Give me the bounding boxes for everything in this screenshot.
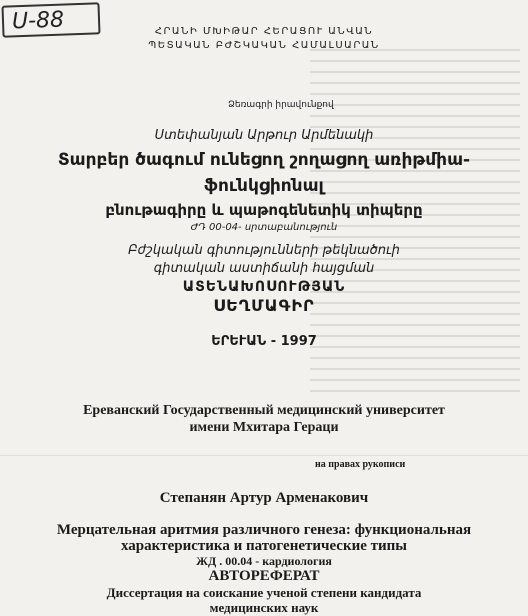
ru-specialty: ЖД . 00.04 - кардиология bbox=[196, 554, 332, 568]
ru-university-line1: Ереванский Государственный медицинский университет bbox=[83, 403, 445, 418]
arm-degree-line2: գիտական աստիճանի հայցման bbox=[153, 261, 375, 276]
ru-author: Степанян Артур Арменакович bbox=[159, 490, 369, 506]
archive-stamp: U-88 bbox=[1, 2, 100, 37]
ru-manuscript-note: на правах рукописи bbox=[315, 459, 406, 470]
arm-title-line1: Տարբեր ծագում ունեցող շողացող առիթմիա- bbox=[57, 150, 471, 170]
ru-title-line2: характеристика и патогенетические типы bbox=[120, 538, 408, 554]
arm-specialty: ԺԴ 00-04- սրտաբանություն bbox=[190, 222, 338, 233]
arm-title-line3: բնութագիրը և պաթոգենետիկ տիպերը bbox=[105, 201, 423, 219]
ru-degree-line1: Диссертация на соискание ученой степени кандидата bbox=[106, 585, 422, 600]
arm-degree-line1: Բժշկական գիտությունների թեկնածուի bbox=[128, 243, 400, 258]
arm-abstract: ՍԵՂՄԱԳԻՐ bbox=[213, 296, 315, 315]
arm-ministry: ՀՐԱՆԻ ՄԽԻԹԱՐ ՀԵՐԱՑՈՒ ԱՆՎԱՆ bbox=[154, 26, 374, 37]
ru-university-line2: имени Мхитара Гераци bbox=[189, 420, 339, 435]
ru-degree-line2: медицинских наук bbox=[209, 600, 319, 615]
arm-author: Ստեփանյան Արթուր Արմենակի bbox=[154, 128, 374, 143]
ru-title-line1: Мерцательная аритмия различного генеза: функциональная bbox=[56, 522, 472, 538]
ru-abstract: АВТОРЕФЕРАТ bbox=[208, 568, 320, 584]
arm-title-line2: ֆունկցիոնալ bbox=[204, 176, 324, 196]
arm-university: ՊԵՏԱԿԱՆ ԲԺՇԿԱԿԱՆ ՀԱՄԱԼՍԱՐԱՆ bbox=[148, 40, 380, 51]
arm-manuscript-note: Ձեռագրի իրավունքով bbox=[228, 100, 334, 110]
page-fold bbox=[0, 455, 528, 456]
arm-city-year: ԵՐԵՒԱՆ - 1997 bbox=[211, 334, 317, 349]
arm-dissertation: ԱՏԵՆԱԽՈՍՈՒԹՅԱՆ bbox=[182, 279, 346, 295]
